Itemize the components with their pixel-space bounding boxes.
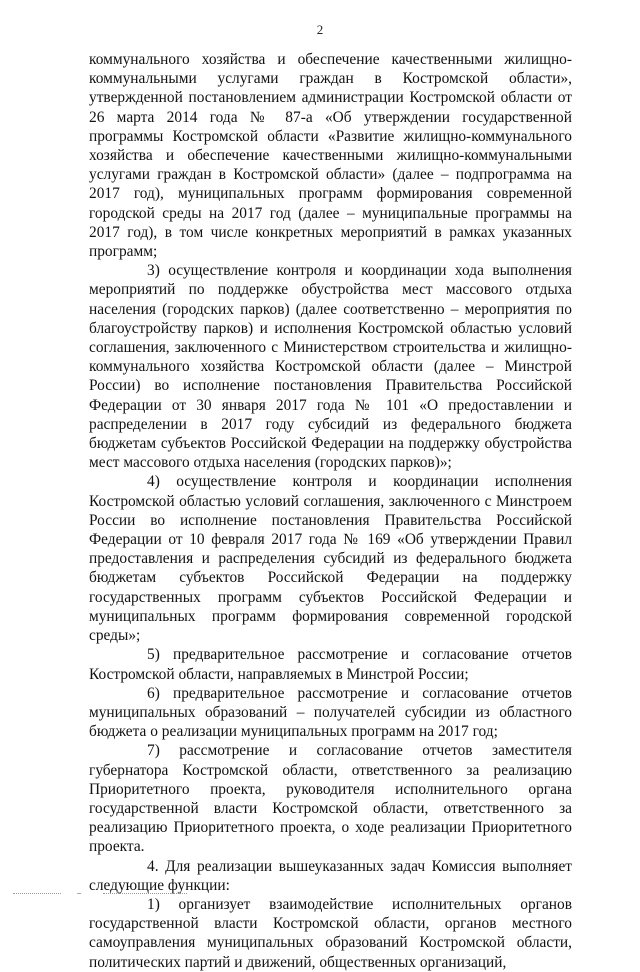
footer-dotted-line [13, 893, 61, 894]
page-number: 2 [316, 22, 324, 37]
paragraph-5: 6) предварительное рассмотрение и согласование отчетов муниципальных образований – получателей субсидии из областного бюджета о реализации муниципальных программ на 2017 год; [89, 684, 572, 741]
document-body [89, 50, 572, 972]
paragraph-4: 5) предварительное рассмотрение и согласование отчетов Костромской области, направляемых в Минстрой России; [89, 646, 572, 683]
paragraph-2: 3) осуществление контроля и координации хода выполнения мероприятий по поддержке обустройства мест массового отдыха населения (городских парков) (далее соответственно – мероприятия по благоустройству парков) и исполнения Костромской областью условий соглашения, заключенного с Министерством строительства и жилищно-коммунального хозяйства Костромской области (далее – Минстрой России) во исполнение постановления Правительства Российской Федерации от 30 января 2017 года № 101 «О предоставлении и распределении в 2017 году субсидий из федерального бюджета бюджетам субъектов Российской Федерации на поддержку обустройства мест массового отдыха населения (городских парков)»; [89, 262, 572, 472]
paragraph-7: 4. Для реализации вышеуказанных задач Комиссия выполняет следующие функции: [89, 857, 572, 894]
footer-marks [13, 893, 213, 897]
footer-dotted-line-2 [103, 893, 187, 894]
paragraph-3: 4) осуществление контроля и координации исполнения Костромской областью условий соглашения, заключенного с Минстроем России во исполнение постановления Правительства Российской Федерации от 10 февраля 2017 года № 169 «Об утверждении Правил предоставления и распределения субсидий из федерального бюджета бюджетам субъектов Российской Федерации на поддержку государственных программ субъектов Российской Федерации и муниципальных программ формирования современной городской среды»; [89, 473, 572, 645]
paragraph-1: коммунального хозяйства и обеспечение качественными жилищно-коммунальными услугами граждан в Костромской области», утвержденной постановлением администрации Костромской области от 26 марта 2014 года № 87-а «Об утверждении государственной программы Костромской области «Развитие жилищно-коммунального хозяйства и обеспечение качественными жилищно-коммунальными услугами граждан в Костромской области» (далее – подпрограмма на 2017 год), муниципальных программ формирования современной городской среды на 2017 год (далее – муниципальные программы на 2017 год), в том числе конкретных мероприятий в рамках указанных программ; [89, 51, 572, 261]
footer-dash [77, 893, 81, 894]
paragraph-8: 1) организует взаимодействие исполнительных органов государственной власти Костромской области, органов местного самоуправления муниципальных образований Костромской области, политических партий и движений, общественных организаций, [89, 895, 572, 971]
paragraph-6: 7) рассмотрение и согласование отчетов заместителя губернатора Костромской области, ответственного за реализацию Приоритетного проекта, руководителя исполнительного органа государственной власти Костромской области, ответственного за реализацию Приоритетного проекта, о ходе реализации Приоритетного проекта. [89, 742, 572, 856]
